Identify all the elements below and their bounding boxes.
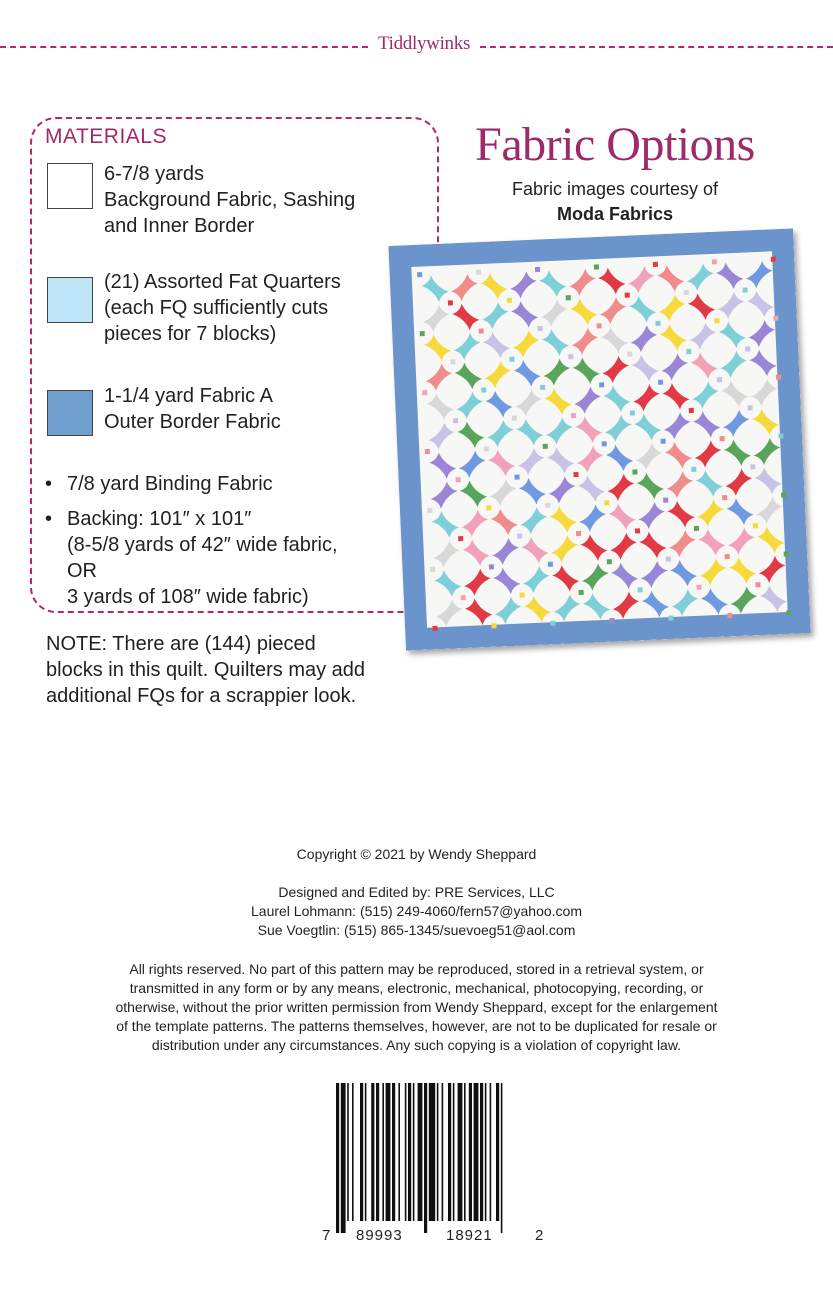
barcode-bar xyxy=(365,1083,367,1221)
barcode-digit-last: 2 xyxy=(535,1227,545,1244)
fat-quarters-text xyxy=(104,269,341,347)
barcode-bar xyxy=(474,1083,479,1221)
material-line: 6-7/8 yards xyxy=(104,163,205,185)
quilt-cornerstone xyxy=(489,564,494,569)
quilt-cornerstone xyxy=(566,295,571,300)
quilt-cornerstone xyxy=(507,298,512,303)
quilt-cornerstone xyxy=(417,272,422,277)
quilt-cornerstone xyxy=(568,354,573,359)
barcode-bar xyxy=(376,1083,379,1221)
quilt-cornerstone xyxy=(663,498,668,503)
quilt-cornerstone xyxy=(420,331,425,336)
barcode-digit-first: 7 xyxy=(322,1227,332,1244)
material-line: (21) Assorted Fat Quarters xyxy=(104,271,341,293)
quilt-cornerstone xyxy=(689,408,694,413)
quilt-cornerstone xyxy=(512,416,517,421)
quilt-cornerstone xyxy=(548,562,553,567)
barcode-bar xyxy=(458,1083,463,1221)
barcode-bar xyxy=(501,1083,503,1233)
quilt-cornerstone xyxy=(573,472,578,477)
quilt-cornerstone xyxy=(543,444,548,449)
rights-line: transmitted in any form or by any means, electronic, mechanical, photocopying, recording, or xyxy=(129,980,704,996)
quilt-cornerstone xyxy=(599,382,604,387)
quilt-cornerstone xyxy=(630,410,635,415)
barcode-digit-group-right: 18921 xyxy=(446,1227,493,1244)
quilt-cornerstone xyxy=(491,623,496,628)
quilt-cornerstone xyxy=(712,259,717,264)
quilt-cornerstone xyxy=(632,469,637,474)
quilt-cornerstone xyxy=(668,615,673,620)
barcode-bar xyxy=(413,1083,415,1221)
quilt-cornerstone xyxy=(691,467,696,472)
outer-border-text xyxy=(104,383,281,435)
quilt-cornerstone xyxy=(717,377,722,382)
barcode-bar xyxy=(464,1083,466,1221)
note-line: NOTE: There are (144) pieced xyxy=(46,633,316,655)
quilt-cornerstone xyxy=(743,287,748,292)
quilt-cornerstone xyxy=(479,328,484,333)
quilt-cornerstone xyxy=(545,503,550,508)
copyright-line xyxy=(0,845,833,864)
quilt-cornerstone xyxy=(727,613,732,618)
barcode-bar xyxy=(360,1083,363,1221)
material-line: pieces for 7 blocks) xyxy=(104,323,277,345)
barcode-bar xyxy=(453,1083,455,1221)
quilt-cornerstone xyxy=(458,536,463,541)
bullet-line: Backing: 101″ x 101″ xyxy=(67,508,252,530)
material-line: Background Fabric, Sashing xyxy=(104,189,356,211)
quilt-cornerstone xyxy=(661,439,666,444)
quilt-cornerstone xyxy=(461,595,466,600)
quilt-note xyxy=(46,631,365,709)
quilt-cornerstone xyxy=(637,587,642,592)
quilt-cornerstone xyxy=(425,449,430,454)
quilt-cornerstone xyxy=(635,528,640,533)
quilt-cornerstone xyxy=(594,264,599,269)
barcode-bar xyxy=(386,1083,391,1221)
quilt-cornerstone xyxy=(696,585,701,590)
quilt-cornerstone xyxy=(535,267,540,272)
quilt-cornerstone xyxy=(596,323,601,328)
copyright-text: Copyright © 2021 by Wendy Sheppard xyxy=(296,846,537,862)
quilt-illustration xyxy=(388,228,810,650)
barcode-bar xyxy=(429,1083,435,1221)
quilt-cornerstone xyxy=(576,531,581,536)
quilt-cornerstone xyxy=(786,610,791,615)
quilt-cornerstone xyxy=(517,533,522,538)
barcode-bar xyxy=(347,1083,349,1221)
quilt-cornerstone xyxy=(781,492,786,497)
barcode-bar xyxy=(485,1083,487,1221)
quilt-cornerstone xyxy=(602,441,607,446)
quilt-cornerstone xyxy=(430,567,435,572)
barcode-bar xyxy=(424,1083,427,1233)
brand-logo-text: Tiddlywinks xyxy=(377,33,471,54)
quilt-cornerstone xyxy=(655,321,660,326)
material-line: Outer Border Fabric xyxy=(104,411,281,433)
bullet-line: 3 yards of 108″ wide fabric) xyxy=(67,586,309,608)
quilt-cornerstone xyxy=(448,300,453,305)
quilt-cornerstone xyxy=(714,318,719,323)
barcode xyxy=(322,1083,547,1228)
background-fabric-text xyxy=(104,161,355,239)
material-line: (each FQ sufficiently cuts xyxy=(104,297,329,319)
barcode-bar xyxy=(392,1083,395,1221)
quilt-cornerstone xyxy=(550,621,555,626)
header-dashed-line-left xyxy=(0,46,368,48)
quilt-cornerstone xyxy=(627,351,632,356)
barcode-bar xyxy=(418,1083,423,1221)
quilt-cornerstone xyxy=(509,357,514,362)
quilt-cornerstone xyxy=(422,390,427,395)
quilt-cornerstone xyxy=(625,293,630,298)
quilt-cornerstone xyxy=(725,554,730,559)
bullet-line: OR xyxy=(67,560,97,582)
bullet-dot: • xyxy=(45,508,53,530)
quilt-cornerstone xyxy=(686,349,691,354)
quilt-cornerstone xyxy=(778,433,783,438)
fabric-options-subtitle xyxy=(440,177,790,227)
quilt-cornerstone xyxy=(486,505,491,510)
fabric-credit-line: Fabric images courtesy of xyxy=(511,179,719,199)
barcode-bar xyxy=(442,1083,444,1221)
quilt-cornerstone xyxy=(514,475,519,480)
credit-line: Laurel Lohmann: (515) 249-4060/fern57@yahoo.com xyxy=(251,903,582,919)
barcode-bar xyxy=(496,1083,499,1221)
rights-line: distribution under any circumstances. Any such copying is a violation of copyright law. xyxy=(151,1037,682,1053)
header-dashed-line-right xyxy=(480,46,833,48)
bullet-dot: • xyxy=(45,473,53,495)
barcode-bar xyxy=(398,1083,400,1221)
quilt-cornerstone xyxy=(540,385,545,390)
quilt-cornerstone xyxy=(607,559,612,564)
quilt-cornerstone xyxy=(684,290,689,295)
quilt-cornerstone xyxy=(694,526,699,531)
quilt-cornerstone xyxy=(537,326,542,331)
quilt-cornerstone xyxy=(658,380,663,385)
quilt-cornerstone xyxy=(719,436,724,441)
rights-line: All rights reserved. No part of this pattern may be reproduced, stored in a retrieval system, or xyxy=(129,961,704,977)
barcode-bar xyxy=(448,1083,451,1221)
quilt-cornerstone xyxy=(520,592,525,597)
bullet-text xyxy=(67,506,338,610)
quilt-cornerstone xyxy=(666,557,671,562)
rights-line: of the template patterns. The patterns themselves, however, are not to be duplicated for resale or xyxy=(116,1018,717,1034)
quilt-image xyxy=(388,228,810,650)
bullet-line: 7/8 yard Binding Fabric xyxy=(67,473,273,495)
barcode-digit-group-left: 89993 xyxy=(356,1227,403,1244)
note-line: additional FQs for a scrappier look. xyxy=(46,685,357,707)
quilt-cornerstone xyxy=(571,413,576,418)
material-line: and Inner Border xyxy=(104,215,255,237)
barcode-bar xyxy=(352,1083,354,1221)
quilt-cornerstone xyxy=(481,387,486,392)
quilt-cornerstone xyxy=(653,262,658,267)
barcode-bar xyxy=(371,1083,374,1221)
quilt-cornerstone xyxy=(722,495,727,500)
barcode-bar xyxy=(408,1083,411,1221)
material-line: 1-1/4 yard Fabric A xyxy=(104,385,273,407)
credit-line: Designed and Edited by: PRE Services, LLC xyxy=(278,884,555,900)
quilt-cornerstone xyxy=(432,626,437,631)
quilt-cornerstone xyxy=(476,270,481,275)
quilt-cornerstone xyxy=(453,418,458,423)
quilt-cornerstone xyxy=(604,500,609,505)
barcode-bar xyxy=(480,1083,483,1221)
quilt-cornerstone xyxy=(748,405,753,410)
fabric-options-title: Fabric Options xyxy=(475,118,755,171)
barcode-bar xyxy=(490,1083,492,1221)
bullet-text xyxy=(67,471,273,497)
barcode-bar xyxy=(382,1083,384,1221)
quilt-cornerstone xyxy=(484,446,489,451)
bullet-line: (8-5/8 yards of 42″ wide fabric, xyxy=(67,534,338,556)
rights-line: otherwise, without the prior written permission from Wendy Sheppard, except for the enlargement xyxy=(115,999,718,1015)
quilt-cornerstone xyxy=(427,508,432,513)
quilt-cornerstone xyxy=(755,582,760,587)
outer-border-swatch xyxy=(47,390,93,436)
quilt-cornerstone xyxy=(771,257,776,262)
barcode-bars xyxy=(322,1083,547,1233)
materials-title: MATERIALS xyxy=(45,125,167,148)
quilt-cornerstone xyxy=(609,618,614,623)
quilt-cornerstone xyxy=(753,523,758,528)
fat-quarters-swatch xyxy=(47,277,93,323)
quilt-cornerstone xyxy=(784,551,789,556)
background-fabric-swatch xyxy=(47,163,93,209)
barcode-bar xyxy=(336,1083,339,1233)
barcode-bar xyxy=(437,1083,439,1221)
barcode-bar xyxy=(405,1083,407,1221)
credits-block xyxy=(0,883,833,940)
rights-block xyxy=(0,960,833,1055)
quilt-cornerstone xyxy=(750,464,755,469)
note-line: blocks in this quilt. Quilters may add xyxy=(46,659,366,681)
barcode-bar xyxy=(341,1083,346,1233)
barcode-bar xyxy=(469,1083,472,1221)
quilt-cornerstone xyxy=(456,477,461,482)
quilt-cornerstone xyxy=(773,316,778,321)
quilt-cornerstone xyxy=(579,590,584,595)
quilt-cornerstone xyxy=(745,346,750,351)
credit-line: Sue Voegtlin: (515) 865-1345/suevoeg51@aol.com xyxy=(257,922,576,938)
quilt-cornerstone xyxy=(776,375,781,380)
fabric-source: Moda Fabrics xyxy=(556,204,674,224)
quilt-cornerstone xyxy=(450,359,455,364)
